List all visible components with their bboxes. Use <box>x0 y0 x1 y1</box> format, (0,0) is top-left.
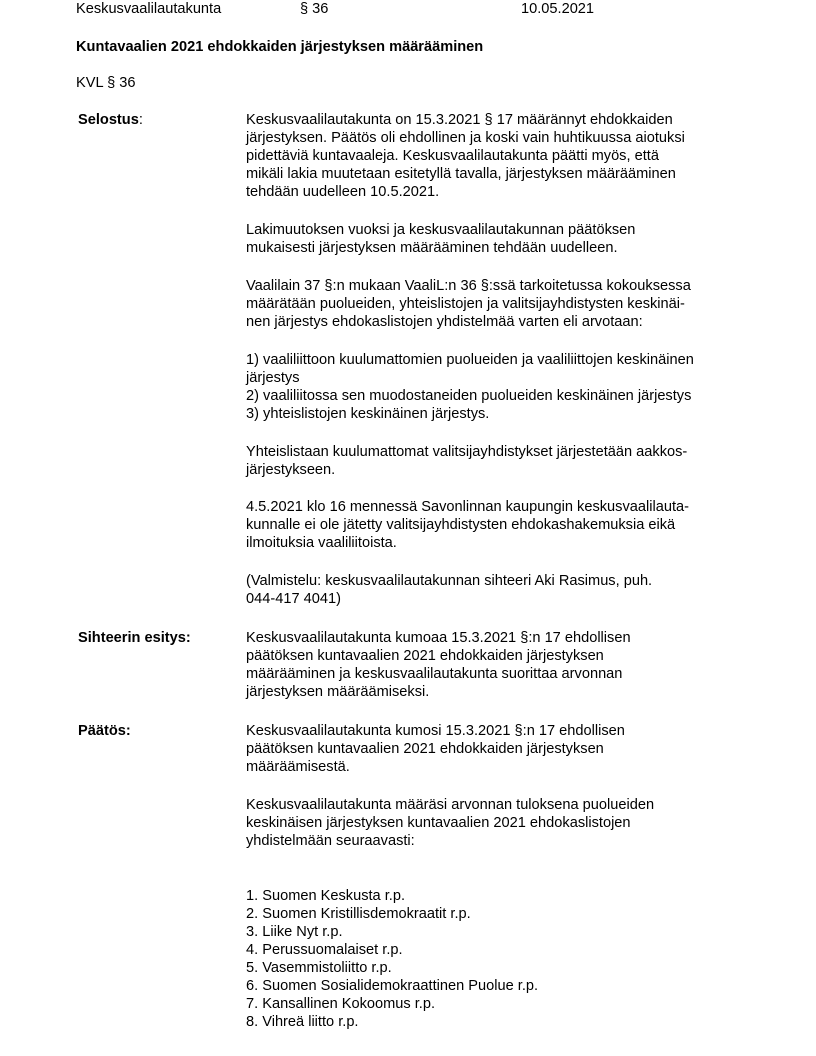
party-list-item: 2. Suomen Kristillisdemokraatit r.p. <box>246 906 471 922</box>
text-line: Keskusvaalilautakunta määräsi arvonnan tuloksena puolueiden <box>246 797 655 813</box>
selostus-body <box>246 111 746 201</box>
text-line: keskinäisen järjestyksen kuntavaalien 2021 ehdokaslistojen <box>246 815 631 831</box>
paatos-paragraph-2 <box>246 796 746 850</box>
selostus-list-block <box>246 351 746 423</box>
selostus-paragraph-1 <box>246 111 746 201</box>
text-line: tehdään uudelleen 10.5.2021. <box>246 184 440 200</box>
text-line: määrätään puolueiden, yhteislistojen ja valitsijayhdistysten keskinäi- <box>246 296 685 312</box>
sihteerin-esitys-body <box>246 629 746 701</box>
party-order-list <box>246 887 746 1031</box>
party-list-item: 4. Perussuomalaiset r.p. <box>246 942 403 958</box>
text-line: järjestyksen. Päätös oli ehdollinen ja koski vain huhtikuussa aiotuksi <box>246 130 685 146</box>
text-line: Keskusvaalilautakunta on 15.3.2021 § 17 määrännyt ehdokkaiden <box>246 112 673 128</box>
text-line: päätöksen kuntavaalien 2021 ehdokkaiden järjestyksen <box>246 648 604 664</box>
section-reference: KVL § 36 <box>76 75 136 91</box>
selostus-paragraph-3 <box>246 277 746 331</box>
selostus-paragraph-3-block <box>246 277 746 331</box>
selostus-paragraph-6-block <box>246 572 746 608</box>
text-line: 3) yhteislistojen keskinäinen järjestys. <box>246 406 490 422</box>
selostus-label: Selostus: <box>78 112 143 128</box>
party-list-item: 3. Liike Nyt r.p. <box>246 924 343 940</box>
selostus-preparer-note <box>246 572 746 608</box>
party-list-item: 8. Vihreä liitto r.p. <box>246 1014 359 1030</box>
paatos-label: Päätös: <box>78 723 131 739</box>
text-line: yhdistelmään seuraavasti: <box>246 833 415 849</box>
header-organization: Keskusvaalilautakunta <box>76 1 222 17</box>
paatos-body <box>246 722 746 776</box>
selostus-paragraph-2 <box>246 221 746 257</box>
text-line: pidettäviä kuntavaaleja. Keskusvaalilautakunta päätti myös, että <box>246 148 659 164</box>
text-line: Keskusvaalilautakunta kumosi 15.3.2021 §:n 17 ehdollisen <box>246 723 625 739</box>
selostus-paragraph-5 <box>246 498 746 552</box>
text-line: nen järjestys ehdokaslistojen yhdistelmää varten eli arvotaan: <box>246 314 643 330</box>
document-title: Kuntavaalien 2021 ehdokkaiden järjestyksen määrääminen <box>76 39 484 55</box>
party-list-item: 6. Suomen Sosialidemokraattinen Puolue r.p. <box>246 978 539 994</box>
sihteerin-esitys-text <box>246 629 746 701</box>
selostus-paragraph-2-block <box>246 221 746 257</box>
text-line: järjestys <box>246 370 300 386</box>
text-line: järjestyksen määräämiseksi. <box>246 684 430 700</box>
text-line: 044-417 4041) <box>246 591 341 607</box>
text-line: määräämisestä. <box>246 759 350 775</box>
party-list-item: 7. Kansallinen Kokoomus r.p. <box>246 996 436 1012</box>
text-line: Yhteislistaan kuulumattomat valitsijayhdistykset järjestetään aakkos- <box>246 444 688 460</box>
text-line: Keskusvaalilautakunta kumoaa 15.3.2021 §:n 17 ehdollisen <box>246 630 631 646</box>
text-line: (Valmistelu: keskusvaalilautakunnan sihteeri Aki Rasimus, puh. <box>246 573 653 589</box>
text-line: Vaalilain 37 §:n mukaan VaaliL:n 36 §:ssä tarkoitetussa kokouksessa <box>246 278 691 294</box>
text-line: määrääminen ja keskusvaalilautakunta suorittaa arvonnan <box>246 666 623 682</box>
header-date: 10.05.2021 <box>521 1 595 17</box>
text-line: ilmoituksia vaaliliitoista. <box>246 535 397 551</box>
paatos-paragraph-2-block <box>246 796 746 850</box>
party-list-item: 5. Vasemmistoliitto r.p. <box>246 960 392 976</box>
text-line: 1) vaaliliittoon kuulumattomien puolueiden ja vaaliliittojen keskinäinen <box>246 352 694 368</box>
text-line: 4.5.2021 klo 16 mennessä Savonlinnan kaupungin keskusvaalilauta- <box>246 499 689 515</box>
selostus-paragraph-5-block <box>246 498 746 552</box>
text-line: päätöksen kuntavaalien 2021 ehdokkaiden järjestyksen <box>246 741 604 757</box>
document-header <box>0 0 816 20</box>
selostus-list <box>246 351 746 423</box>
text-line: järjestykseen. <box>246 462 336 478</box>
selostus-paragraph-4 <box>246 443 746 479</box>
text-line: 2) vaaliliitossa sen muodostaneiden puolueiden keskinäinen järjestys <box>246 388 692 404</box>
text-line: mukaisesti järjestyksen määrääminen tehdään uudelleen. <box>246 240 618 256</box>
selostus-paragraph-4-block <box>246 443 746 479</box>
text-line: mikäli lakia muutetaan esitetyllä tavalla, järjestyksen määrääminen <box>246 166 676 182</box>
paatos-paragraph-1 <box>246 722 746 776</box>
text-line: Lakimuutoksen vuoksi ja keskusvaalilautakunnan päätöksen <box>246 222 636 238</box>
sihteerin-esitys-label: Sihteerin esitys: <box>78 630 191 646</box>
text-line: kunnalle ei ole jätetty valitsijayhdistysten ehdokashakemuksia eikä <box>246 517 676 533</box>
header-section-number: § 36 <box>300 1 329 17</box>
party-list-item: 1. Suomen Keskusta r.p. <box>246 888 405 904</box>
party-order-block <box>246 887 746 1031</box>
